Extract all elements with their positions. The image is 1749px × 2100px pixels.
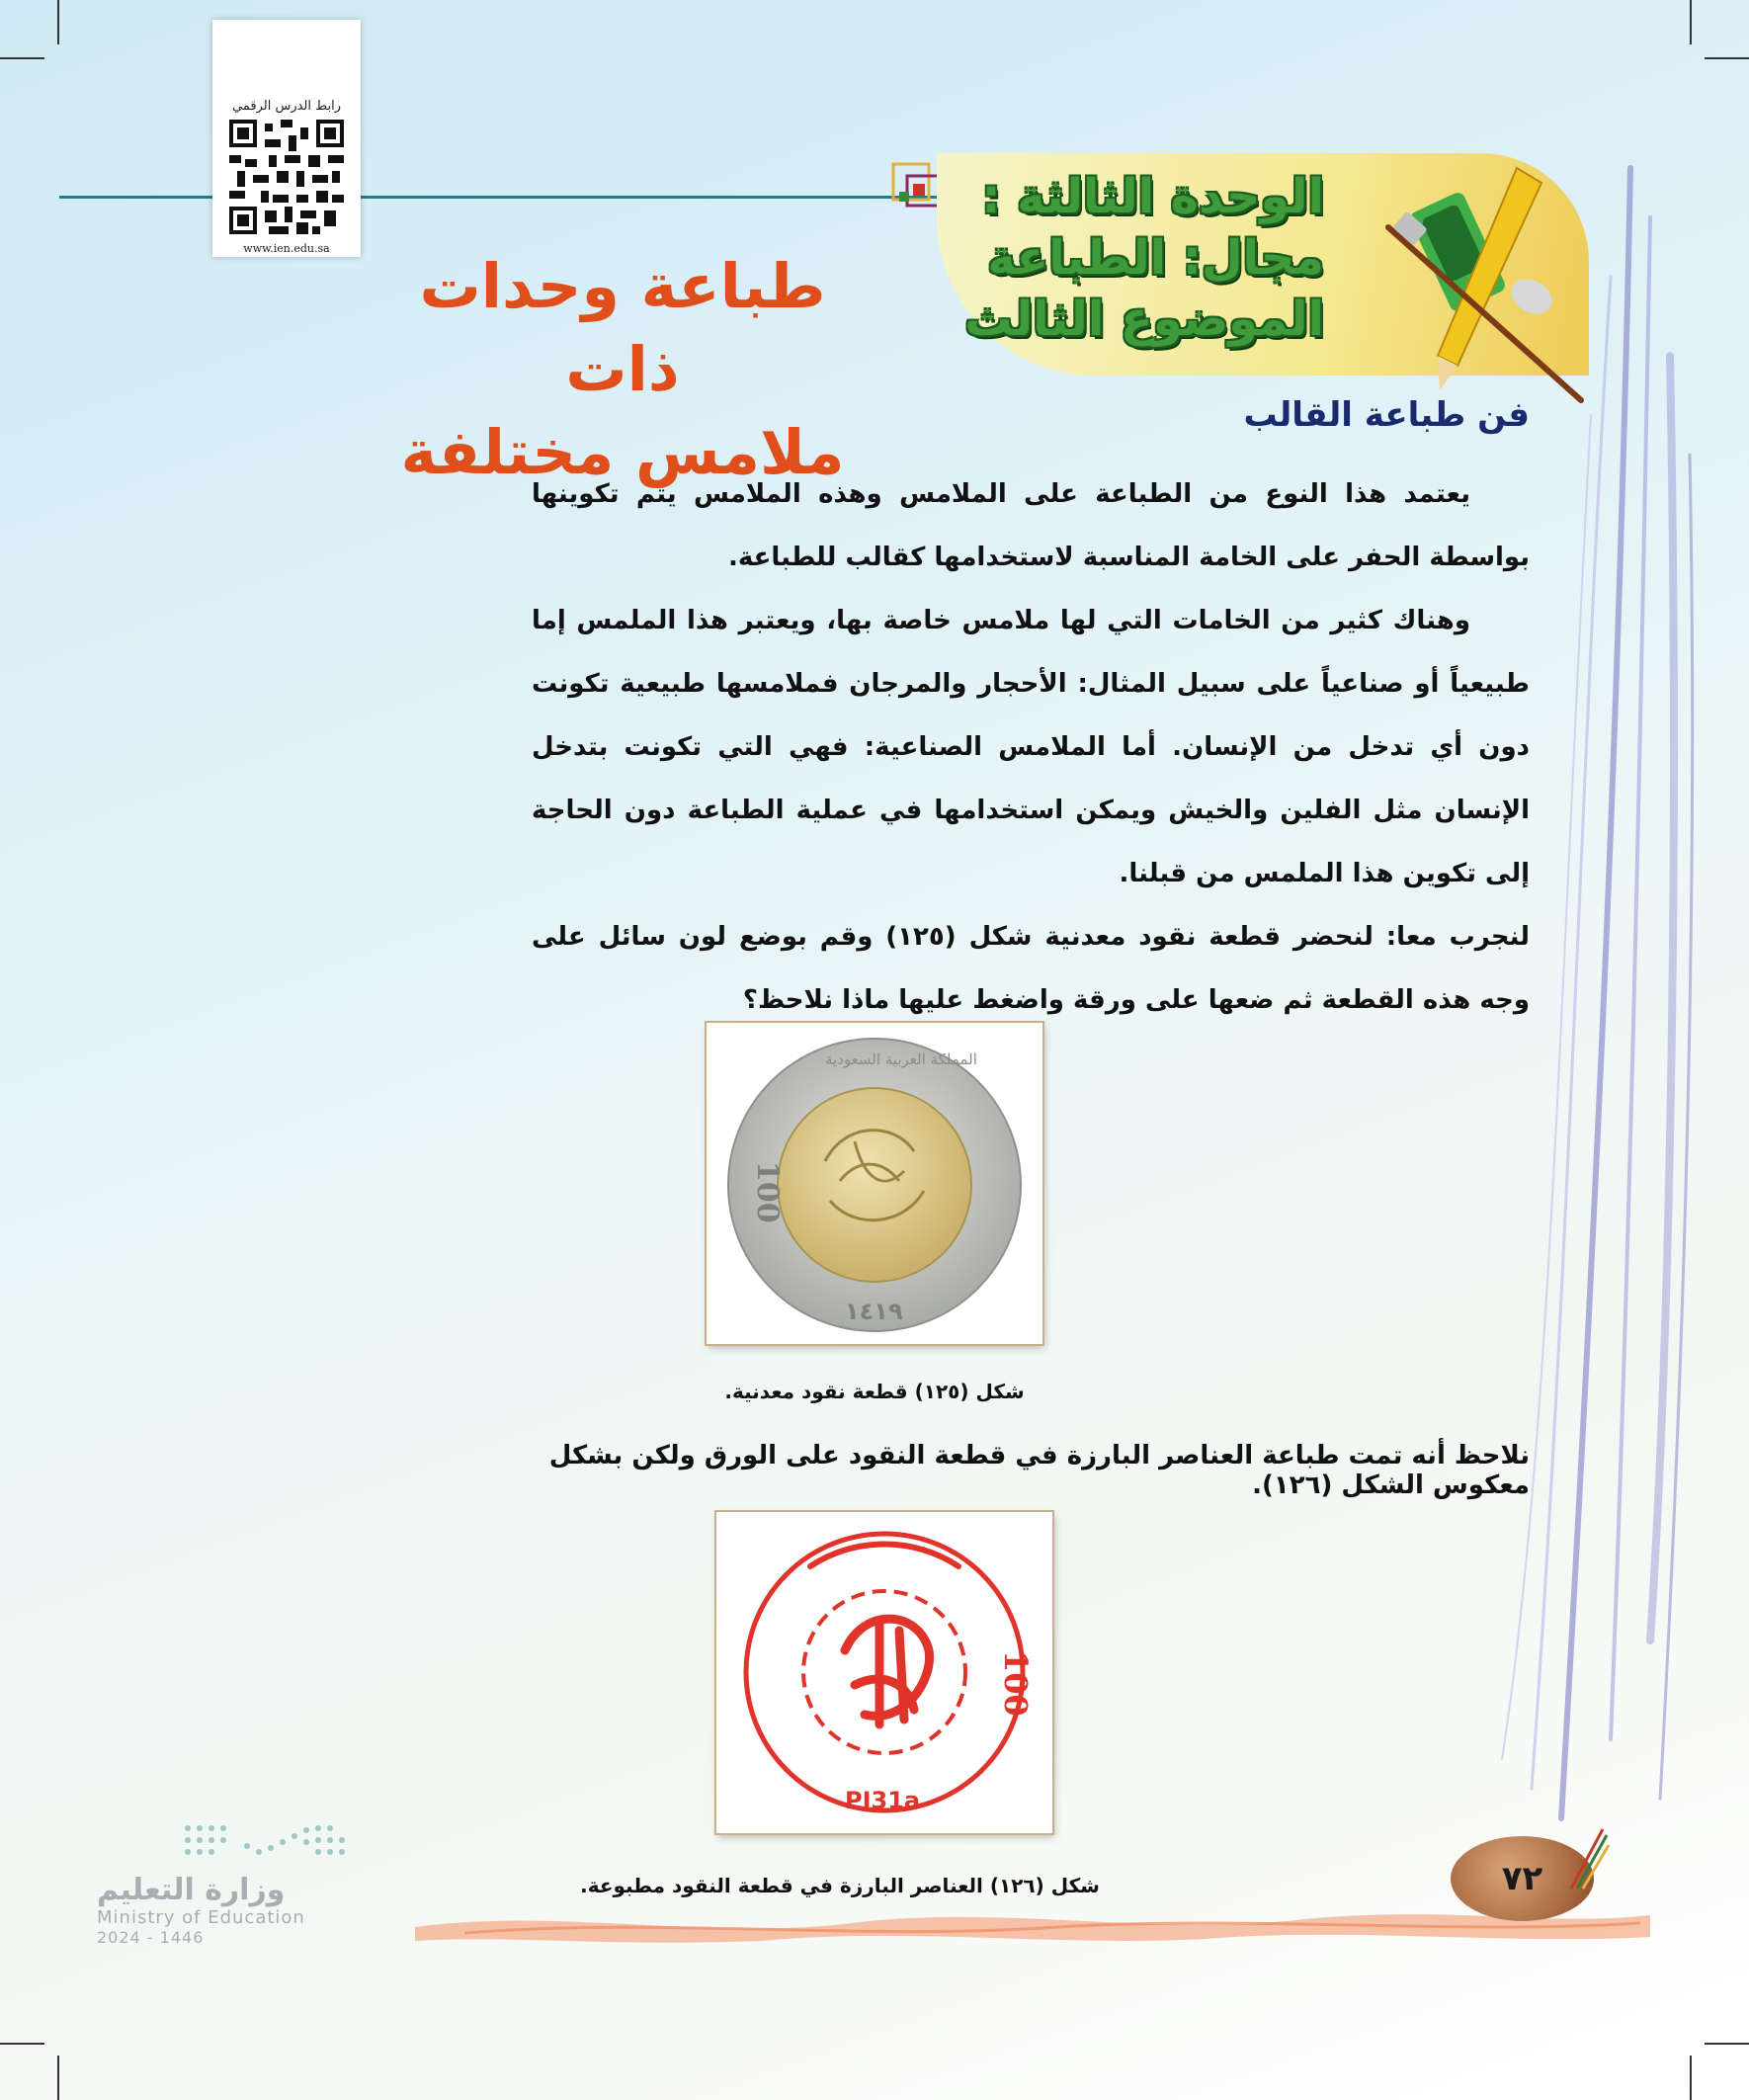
crop-mark bbox=[0, 2043, 44, 2045]
lesson-title-line1: طباعة وحدات ذات bbox=[419, 250, 826, 405]
unit-title: الوحدة الثالثة : bbox=[981, 169, 1324, 224]
coin-photo-frame bbox=[707, 1023, 1042, 1344]
coin-image bbox=[707, 1023, 1042, 1344]
stamp-print-image bbox=[716, 1512, 1052, 1833]
figure-125-caption: شكل (١٢٥) قطعة نقود معدنية. bbox=[724, 1380, 1025, 1403]
paragraph-1: يعتمد هذا النوع من الطباعة على الملامس وهذه الملامس يتم تكوينها بواسطة الحفر على الخامة المناسبة لاستخدامها كقالب للطباعة. bbox=[532, 479, 1530, 572]
stamp-numeral: 100 bbox=[997, 1650, 1035, 1717]
paintbrush-icon bbox=[1563, 1823, 1613, 1892]
topic-title: الموضوع الثالث bbox=[964, 292, 1324, 347]
crop-mark bbox=[57, 0, 59, 44]
qr-code-icon bbox=[229, 120, 344, 234]
paragraph-3: لنجرب معا: لنحضر قطعة نقود معدنية شكل (١٢٥) وقم بوضع لون سائل على وجه هذه القطعة ثم ضعها على ورقة واضغط عليها ماذا نلاحظ؟ bbox=[532, 922, 1530, 1015]
crop-mark bbox=[1690, 2056, 1692, 2100]
qr-url[interactable]: www.ien.edu.sa bbox=[243, 242, 330, 255]
ministry-english: Ministry of Education bbox=[97, 1907, 305, 1928]
unit-header bbox=[929, 166, 1324, 350]
paintbrush-pencil-icon bbox=[1369, 158, 1606, 405]
crop-mark bbox=[1690, 0, 1692, 44]
crop-mark bbox=[0, 57, 44, 59]
crop-mark bbox=[57, 2056, 59, 2100]
ministry-branding bbox=[97, 1873, 364, 1947]
figure-126-caption: شكل (١٢٦) العناصر البارزة في قطعة النقود مطبوعة. bbox=[580, 1874, 1100, 1897]
section-heading: فن طباعة القالب bbox=[1243, 395, 1530, 435]
observation-line: نلاحظ أنه تمت طباعة العناصر البارزة في قطعة النقود على الورق ولكن بشكل معكوس الشكل (١٢٦). bbox=[548, 1441, 1530, 1500]
qr-label: رابط الدرس الرقمي bbox=[232, 99, 341, 114]
ministry-logo-icon bbox=[178, 1818, 356, 1868]
stamp-year: PI31a bbox=[845, 1787, 921, 1814]
crop-mark bbox=[1705, 57, 1749, 59]
field-title: مجال: الطباعة bbox=[987, 230, 1324, 286]
lesson-title bbox=[356, 245, 889, 494]
coin-numeral: 100 bbox=[750, 1161, 785, 1223]
crop-mark bbox=[1705, 2043, 1749, 2045]
stamp-print-frame bbox=[716, 1512, 1052, 1833]
ministry-arabic: وزارة التعليم bbox=[97, 1873, 286, 1907]
qr-card[interactable] bbox=[212, 20, 361, 257]
lesson-title-line2: ملامس مختلفة bbox=[400, 416, 845, 488]
coin-legend: المملكة العربية السعودية bbox=[825, 1050, 977, 1068]
page-number: ٧٢ bbox=[1451, 1836, 1594, 1921]
body-text-block bbox=[532, 462, 1530, 1032]
ministry-year: 2024 - 1446 bbox=[97, 1928, 205, 1947]
paragraph-2: وهناك كثير من الخامات التي لها ملامس خاصة بها، ويعتبر هذا الملمس إما طبيعياً أو صناعياً على سبيل المثال: الأحجار والمرجان فملامسها طبيعية تكونت دون أي تدخل من الإنسان. أما الملامس الصناعية: فهي التي تكونت بتدخل الإنسان مثل الفلين والخيش ويمكن استخدامها في عملية الطباعة دون الحاجة إلى تكوين هذا الملمس من قبلنا. bbox=[532, 606, 1530, 888]
coin-year: ١٤١٩ bbox=[845, 1298, 903, 1325]
